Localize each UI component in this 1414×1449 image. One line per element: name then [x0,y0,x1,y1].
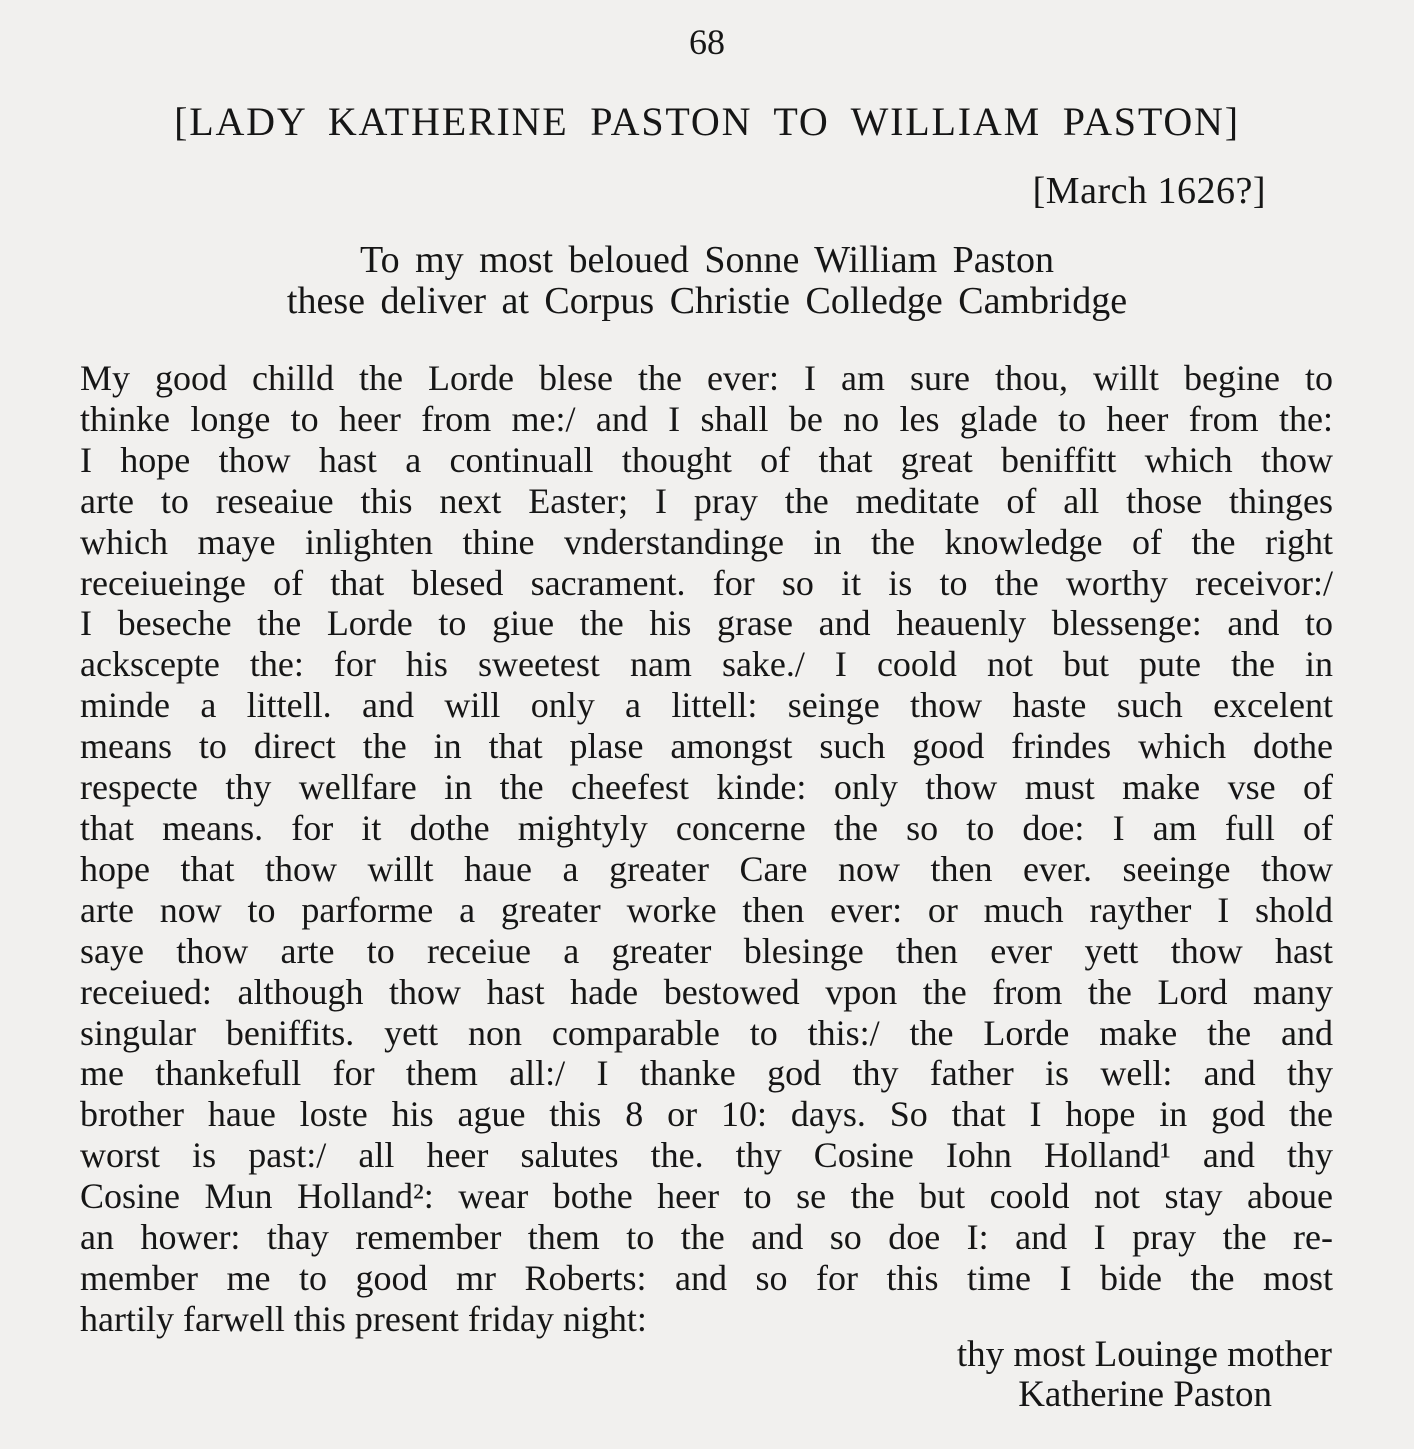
body-line: receiueinge of that blesed sacrament. for so it is to the worthy receivor:/ [80,562,1333,603]
body-line: respecte thy wellfare in the cheefest kinde: only thow must make vse of [80,767,1333,808]
body-line: hartily farwell this present friday night: [80,1298,647,1339]
body-line: that means. for it dothe mightyly concerne the so to doe: I am full of [80,807,1333,848]
body-line: My good chilld the Lorde blese the ever: I am sure thou, willt begine to [80,358,1333,398]
body-line: means to direct the in that plase amongst such good frindes which dothe [80,726,1333,767]
body-line: arte now to parforme a greater worke then ever: or much rayther I shold [80,889,1333,930]
body-line: arte to reseaiue this next Easter; I pray the meditate of all those thinges [80,480,1333,521]
letter-address [0,240,1414,322]
body-line: Cosine Mun Holland²: wear bothe heer to se the but coold not stay aboue [80,1176,1333,1217]
body-line: thinke longe to heer from me:/ and I shall be no les glade to heer from the: [80,398,1333,439]
body-line: receiued: although thow hast hade bestowed vpon the from the Lord many [80,971,1333,1012]
body-line: me thankefull for them all:/ I thanke god thy father is well: and thy [80,1053,1333,1094]
body-line: saye thow arte to receiue a greater blesinge then ever yett thow hast [80,930,1333,971]
letter-closing: thy most Louinge mother [956,1334,1332,1375]
letter-body [80,358,1333,1340]
address-line: To my most beloued Sonne William Paston [360,239,1054,281]
letter-title: [LADY KATHERINE PASTON TO WILLIAM PASTON] [174,99,1240,144]
body-line: hope that thow willt haue a greater Care now then ever. seeinge thow [80,848,1333,889]
body-line: ackscepte the: for his sweetest nam sake./ I coold not but pute the in [80,644,1333,685]
body-line: member me to good mr Roberts: and so for this time I bide the most [80,1257,1333,1298]
body-line: I beseche the Lorde to giue the his grase and heauenly blessenge: and to [80,603,1333,644]
body-line: I hope thow hast a continuall thought of that great beniffitt which thow [80,439,1333,480]
body-line: which maye inlighten thine vnderstandinge in the knowledge of the right [80,521,1333,562]
body-line: worst is past:/ all heer salutes the. thy Cosine Iohn Holland¹ and thy [80,1135,1333,1176]
letter-signature: Katherine Paston [1018,1374,1272,1415]
body-line: an hower: thay remember them to the and so doe I: and I pray the re- [80,1217,1333,1258]
body-line: singular beniffits. yett non comparable to this:/ the Lorde make the and [80,1012,1333,1053]
letter-date: [March 1626?] [1032,170,1266,212]
body-line: brother haue loste his ague this 8 or 10: days. So that I hope in god the [80,1094,1333,1135]
body-line: minde a littell. and will only a littell: seinge thow haste such excelent [80,685,1333,726]
address-line: these deliver at Corpus Christie Colledge Cambridge [286,280,1128,322]
page-number: 68 [689,22,725,62]
